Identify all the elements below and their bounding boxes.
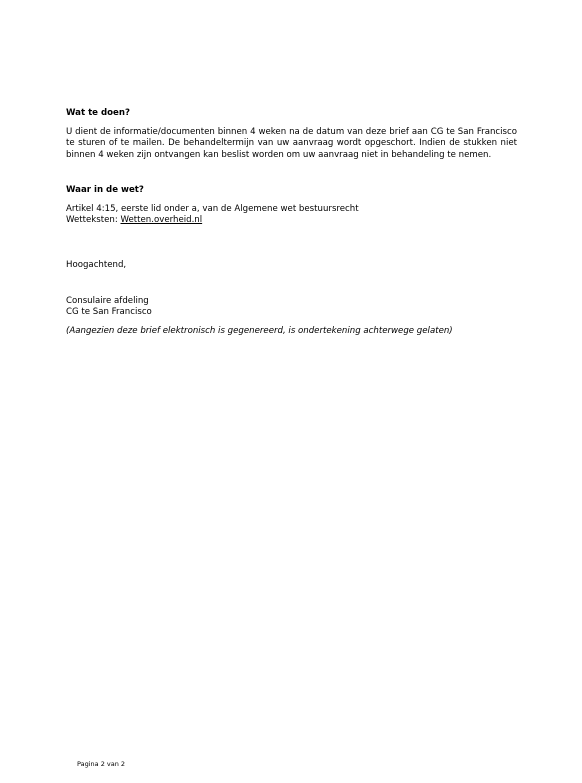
section-heading-legal-basis: Waar in de wet? bbox=[66, 184, 144, 195]
closing-greeting: Hoogachtend, bbox=[66, 260, 127, 271]
page-number-footer: Pagina 2 van 2 bbox=[77, 760, 126, 768]
legal-texts-line bbox=[66, 215, 517, 226]
legal-article-text: Artikel 4:15, eerste lid onder a, van de Algemene wet bestuursrecht bbox=[66, 204, 359, 215]
letter-content bbox=[66, 108, 517, 337]
instructions-paragraph: U dient de informatie/documenten binnen 4 weken na de datum van deze brief aan CG te San Francisco te sturen of te mailen. De behandeltermijn van uw aanvraag wordt opgeschort. Indien de stukken niet binnen 4 weken zijn ontvangen kan beslist worden om uw aanvraag niet in behandeling te nemen. bbox=[66, 127, 517, 160]
wetten-overheid-link[interactable]: Wetten.overheid.nl bbox=[120, 215, 203, 226]
sender-department: Consulaire afdeling bbox=[66, 295, 149, 306]
section-heading-what-to-do: Wat te doen? bbox=[66, 108, 130, 118]
legal-texts-label: Wetteksten: bbox=[66, 215, 121, 226]
signature-note: (Aangezien deze brief elektronisch is gegenereerd, is ondertekening achterwege gelaten) bbox=[66, 326, 453, 337]
sender-location: CG te San Francisco bbox=[66, 306, 152, 317]
